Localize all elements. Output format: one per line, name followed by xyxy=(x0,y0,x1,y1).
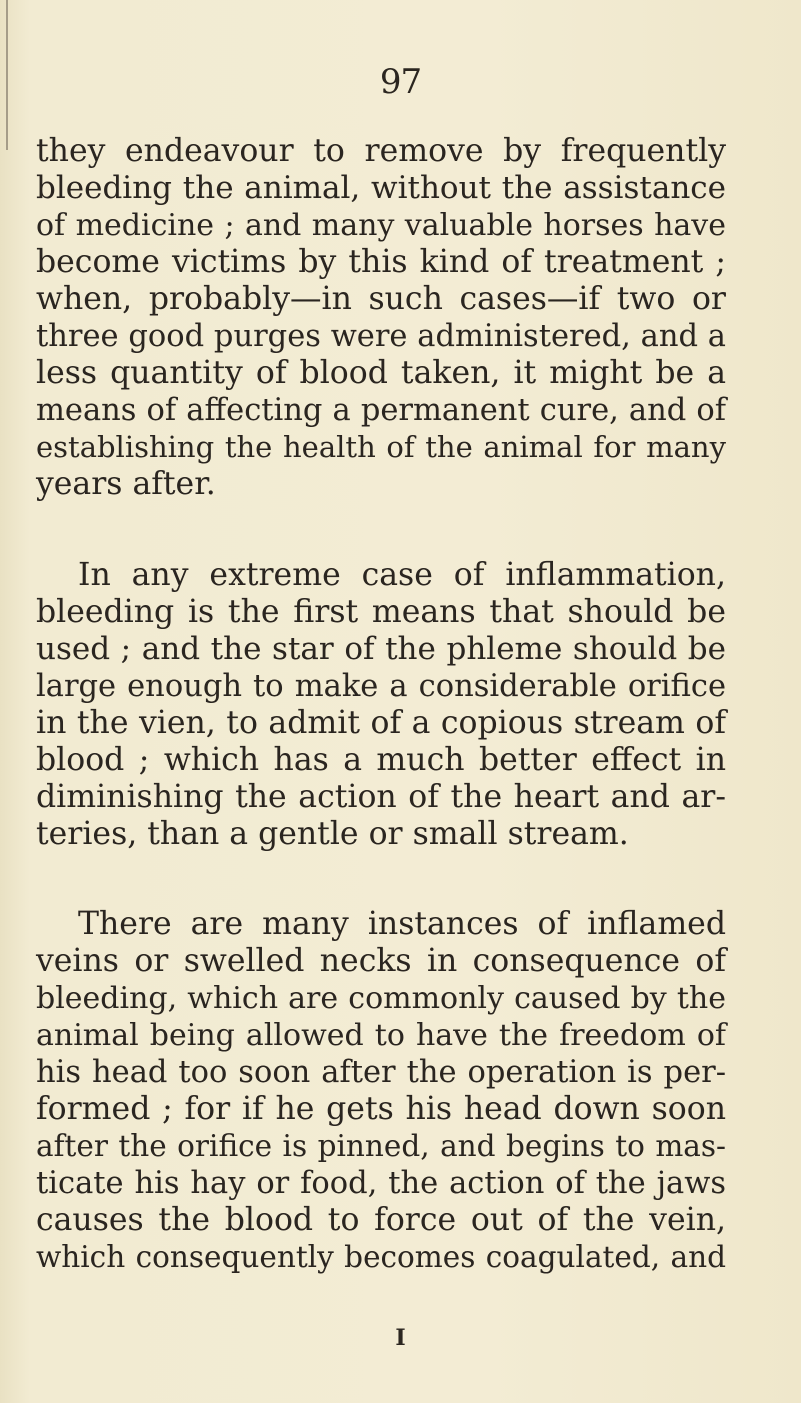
text-line: three good purges were administered, and a xyxy=(36,319,726,354)
text-line: There are many instances of inflamed xyxy=(78,906,726,942)
text-line: establishing the health of the animal for many xyxy=(36,430,726,464)
text-line: bleeding is the first means that should be xyxy=(36,594,726,630)
text-line: diminishing the action of the heart and ar- xyxy=(36,779,726,815)
text-line: after the orifice is pinned, and begins to mas- xyxy=(36,1129,726,1163)
text-line: causes the blood to force out of the vein, xyxy=(36,1202,726,1238)
text-line: large enough to make a considerable orifice xyxy=(36,669,726,704)
text-line: years after. xyxy=(36,466,216,502)
text-line: used ; and the star of the phleme should be xyxy=(36,631,726,667)
text-line: means of affecting a permanent cure, and of xyxy=(36,393,726,428)
text-line: animal being allowed to have the freedom of xyxy=(36,1018,726,1053)
text-line: formed ; for if he gets his head down soon xyxy=(36,1091,726,1127)
text-line: which consequently becomes coagulated, and xyxy=(36,1240,726,1274)
text-line: veins or swelled necks in consequence of xyxy=(36,943,726,979)
signature-mark: I xyxy=(395,1325,406,1351)
text-line: blood ; which has a much better effect in xyxy=(36,742,726,778)
text-line: In any extreme case of inflammation, xyxy=(78,557,726,593)
text-line: they endeavour to remove by frequently xyxy=(36,133,726,169)
text-line: his head too soon after the operation is per- xyxy=(36,1055,726,1090)
page-number: 97 xyxy=(379,62,422,102)
text-line: bleeding, which are commonly caused by the xyxy=(36,981,726,1016)
text-line: teries, than a gentle or small stream. xyxy=(36,816,629,852)
text-line: when, probably—in such cases—if two or xyxy=(36,281,726,317)
text-line: bleeding the animal, without the assistance xyxy=(36,170,726,206)
text-line: ticate his hay or food, the action of the jaws xyxy=(36,1166,726,1201)
text-line: less quantity of blood taken, it might be a xyxy=(36,355,726,391)
text-line: in the vien, to admit of a copious stream of xyxy=(36,705,726,741)
text-line: of medicine ; and many valuable horses have xyxy=(36,208,726,243)
text-line: become victims by this kind of treatment ; xyxy=(36,244,726,280)
